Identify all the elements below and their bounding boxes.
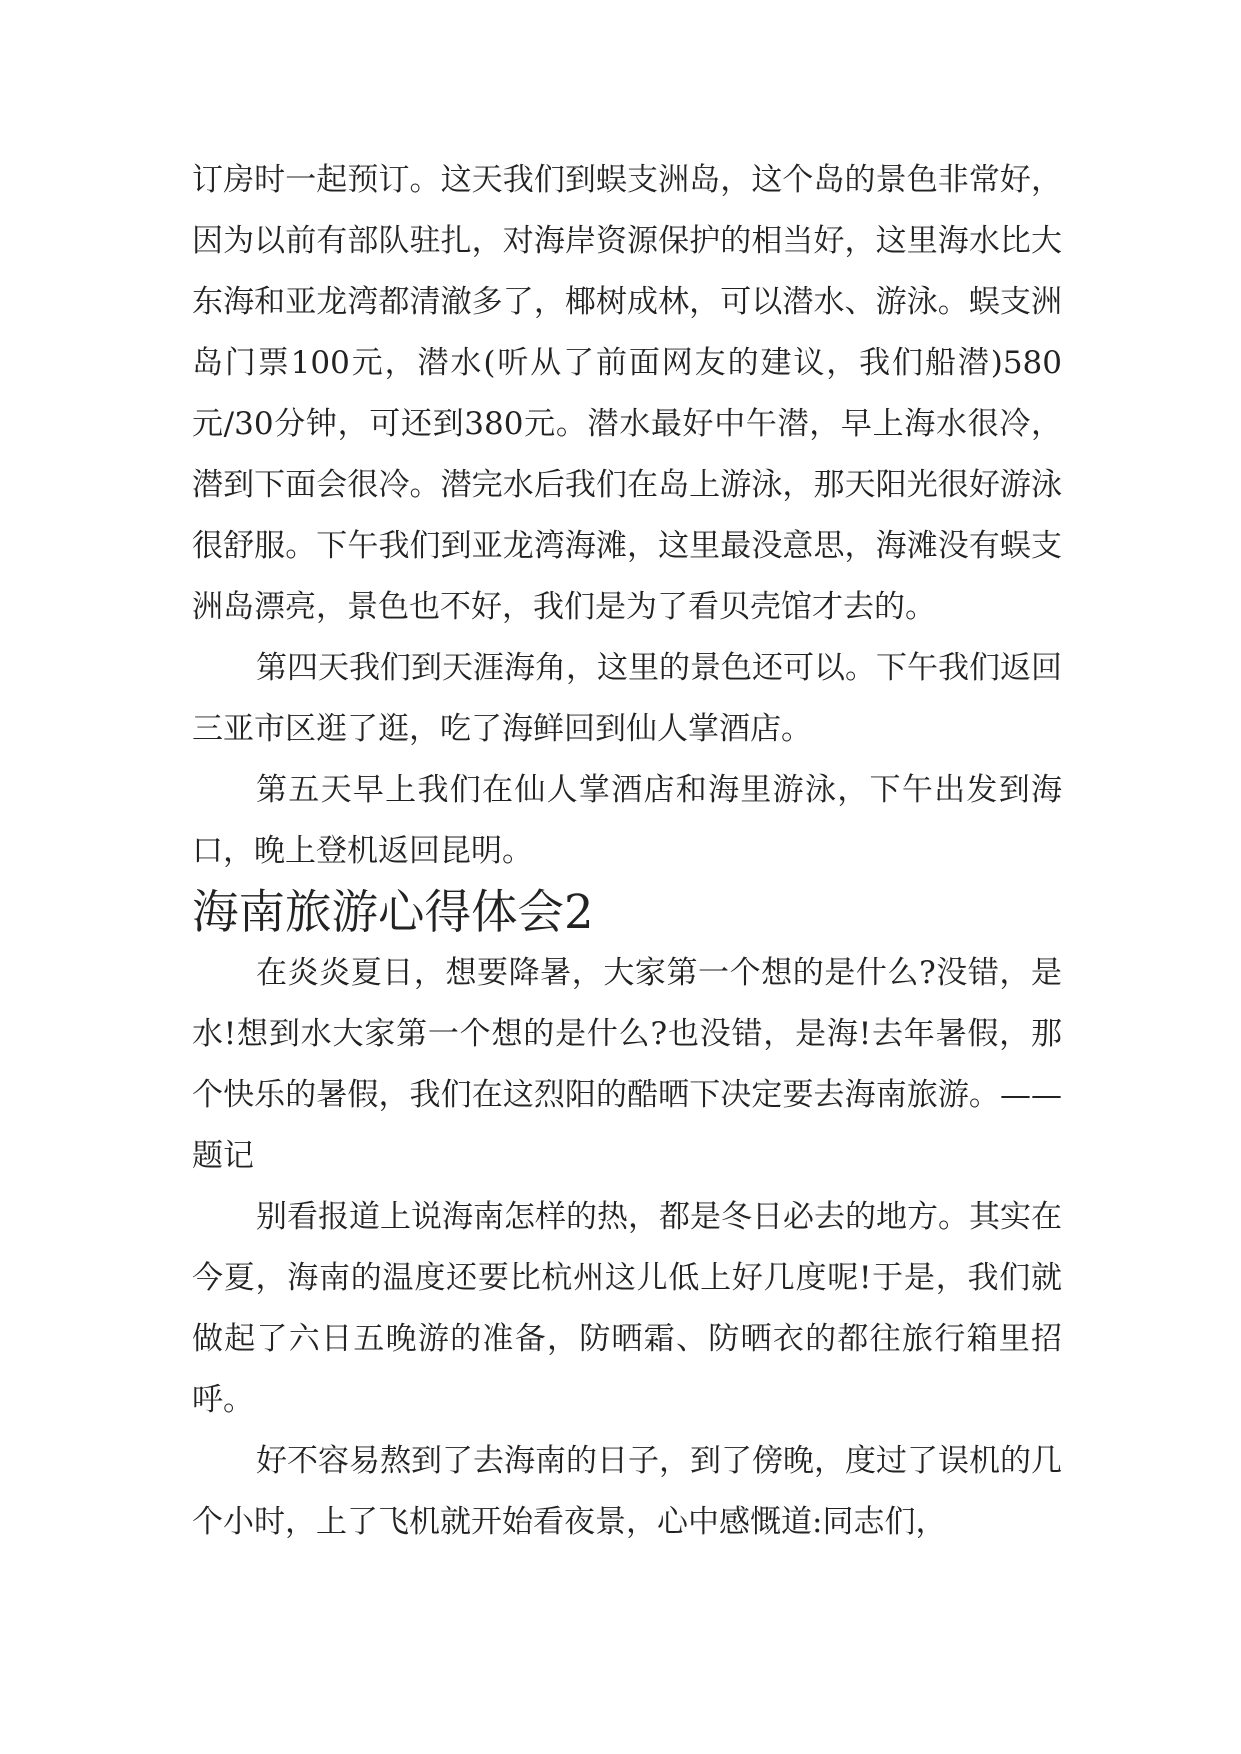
paragraph: 好不容易熬到了去海南的日子，到了傍晚，度过了误机的几个小时，上了飞机就开始看夜景，心中感慨道:同志们， bbox=[192, 1443, 1062, 1540]
paragraph: 第四天我们到天涯海角，这里的景色还可以。下午我们返回三亚市区逛了逛，吃了海鲜回到仙人掌酒店。 bbox=[192, 650, 1062, 747]
document-body bbox=[192, 150, 1062, 1553]
paragraph: 第五天早上我们在仙人掌酒店和海里游泳，下午出发到海口，晚上登机返回昆明。 bbox=[192, 772, 1062, 869]
paragraph: 别看报道上说海南怎样的热，都是冬日必去的地方。其实在今夏，海南的温度还要比杭州这儿低上好几度呢!于是，我们就做起了六日五晚游的准备，防晒霜、防晒衣的都往旅行箱里招呼。 bbox=[192, 1199, 1062, 1418]
paragraph: 在炎炎夏日，想要降暑，大家第一个想的是什么?没错，是水!想到水大家第一个想的是什么?也没错，是海!去年暑假，那个快乐的暑假，我们在这烈阳的酷晒下决定要去海南旅游。——题记 bbox=[192, 955, 1062, 1174]
paragraph: 订房时一起预订。这天我们到蜈支洲岛，这个岛的景色非常好，因为以前有部队驻扎，对海岸资源保护的相当好，这里海水比大东海和亚龙湾都清澈多了，椰树成林，可以潜水、游泳。蜈支洲岛门票100元，潜水(听从了前面网友的建议，我们船潜)580元/30分钟，可还到380元。潜水最好中午潜，早上海水很冷，潜到下面会很冷。潜完水后我们在岛上游泳，那天阳光很好游泳很舒服。下午我们到亚龙湾海滩，这里最没意思，海滩没有蜈支洲岛漂亮，景色也不好，我们是为了看贝壳馆才去的。 bbox=[192, 162, 1062, 625]
section-heading: 海南旅游心得体会2 bbox=[192, 885, 594, 939]
